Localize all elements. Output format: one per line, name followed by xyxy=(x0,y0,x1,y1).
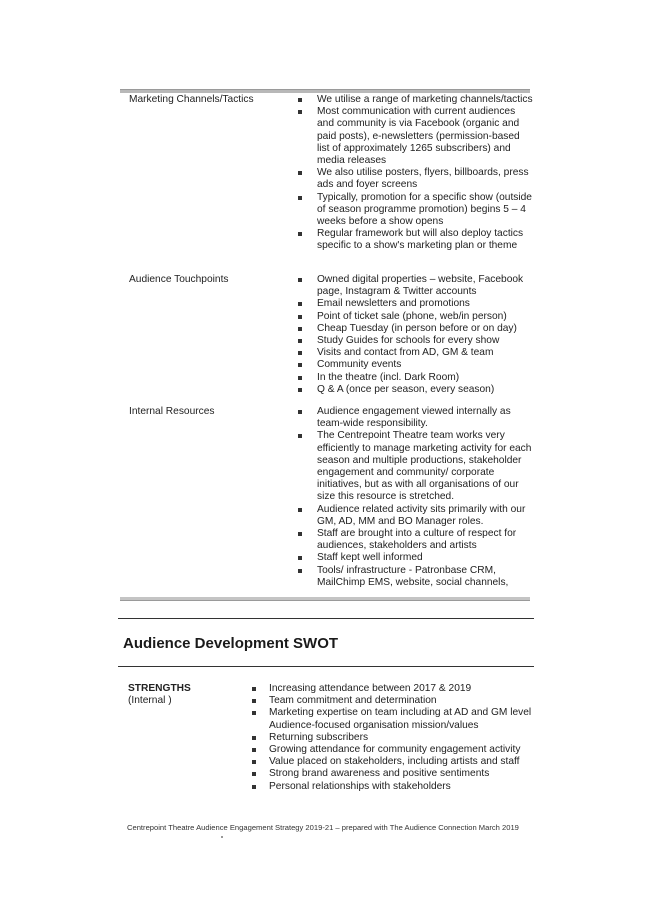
list-item: Study Guides for schools for every show xyxy=(297,335,533,347)
section-heading: Audience Development SWOT xyxy=(123,635,339,652)
list-item: Audience related activity sits primarily with our GM, AD, MM and BO Manager roles. xyxy=(297,504,533,528)
bullet-icon xyxy=(298,532,302,536)
bullet-icon xyxy=(252,699,256,703)
bullet-icon xyxy=(298,569,302,573)
bullet-icon xyxy=(252,772,256,776)
bullet-icon xyxy=(298,98,302,102)
bullet-icon xyxy=(252,760,256,764)
bullet-icon xyxy=(298,315,302,319)
list-item: The Centrepoint Theatre team works very efficiently to manage marketing activity for each season and multiple productions, stakeholder engagement and community/ corporate initiatives, but as with all organisations of our size this resource is stretched. xyxy=(297,430,533,503)
bullet-list xyxy=(297,274,533,396)
list-item: Value placed on stakeholders, including artists and staff xyxy=(251,756,541,768)
bullet-icon xyxy=(298,556,302,560)
bullet-icon xyxy=(252,687,256,691)
bullet-icon xyxy=(298,410,302,414)
list-item: Personal relationships with stakeholders xyxy=(251,781,541,793)
list-item: Point of ticket sale (phone, web/in person) xyxy=(297,311,533,323)
list-item: Team commitment and determination xyxy=(251,695,541,707)
bullet-icon xyxy=(298,388,302,392)
section-divider xyxy=(118,618,534,619)
list-item: Q & A (once per season, every season) xyxy=(297,384,533,396)
bullet-icon xyxy=(298,196,302,200)
bullet-icon xyxy=(298,508,302,512)
list-item: Staff are brought into a culture of respect for audiences, stakeholders and artists xyxy=(297,528,533,552)
bullet-icon xyxy=(298,302,302,306)
section-divider xyxy=(118,666,534,667)
list-item: Returning subscribers xyxy=(251,732,541,744)
list-item: In the theatre (incl. Dark Room) xyxy=(297,372,533,384)
row-label-audience-touchpoints: Audience Touchpoints xyxy=(129,274,229,285)
bullet-list xyxy=(297,94,533,253)
list-item: Owned digital properties – website, Facebook page, Instagram & Twitter accounts xyxy=(297,274,533,298)
table-top-rule xyxy=(120,89,530,93)
list-item: Visits and contact from AD, GM & team xyxy=(297,347,533,359)
list-item: Audience engagement viewed internally as team-wide responsibility. xyxy=(297,406,533,430)
bullet-icon xyxy=(298,339,302,343)
bullet-icon xyxy=(252,785,256,789)
bullet-icon xyxy=(298,278,302,282)
scan-speck xyxy=(221,836,223,838)
strengths-list xyxy=(251,683,541,793)
list-item: Tools/ infrastructure - Patronbase CRM, MailChimp EMS, website, social channels, xyxy=(297,565,533,589)
table-bottom-rule xyxy=(120,597,530,601)
list-item: Cheap Tuesday (in person before or on day) xyxy=(297,323,533,335)
bullet-icon xyxy=(298,232,302,236)
bullet-icon xyxy=(298,363,302,367)
strengths-subheading: (Internal ) xyxy=(128,695,172,707)
list-item: Strong brand awareness and positive sentiments xyxy=(251,768,541,780)
list-item: Increasing attendance between 2017 & 2019 xyxy=(251,683,541,695)
page-footer: Centrepoint Theatre Audience Engagement Strategy 2019-21 – prepared with The Audience Connection March 2019 xyxy=(127,823,519,832)
bullet-icon xyxy=(298,351,302,355)
bullet-icon xyxy=(298,171,302,175)
bullet-icon xyxy=(298,434,302,438)
list-item: We utilise a range of marketing channels/tactics xyxy=(297,94,533,106)
list-item: Regular framework but will also deploy tactics specific to a show's marketing plan or theme xyxy=(297,228,533,252)
bullet-list xyxy=(297,406,533,589)
strengths-heading: STRENGTHS xyxy=(128,683,191,694)
list-item: Most communication with current audiences and community is via Facebook (organic and paid posts), e-newsletters (permission-based list of approximately 1265 subscribers) and media releases xyxy=(297,106,533,167)
row-label-internal-resources: Internal Resources xyxy=(129,406,215,417)
bullet-icon xyxy=(298,327,302,331)
list-item: Community events xyxy=(297,359,533,371)
list-item: Marketing expertise on team including at AD and GM level xyxy=(251,707,541,719)
bullet-icon xyxy=(298,110,302,114)
bullet-icon xyxy=(252,711,256,715)
strengths-label xyxy=(128,683,191,707)
row-label-marketing-channels: Marketing Channels/Tactics xyxy=(129,94,254,105)
bullet-icon xyxy=(252,748,256,752)
list-item: Audience-focused organisation mission/values xyxy=(269,719,479,731)
list-item: Staff kept well informed xyxy=(297,552,533,564)
bullet-icon xyxy=(252,736,256,740)
list-item: We also utilise posters, flyers, billboards, press ads and foyer screens xyxy=(297,167,533,191)
list-item: Typically, promotion for a specific show (outside of season programme promotion) begins 5 – 4 weeks before a show opens xyxy=(297,192,533,229)
list-item: Growing attendance for community engagement activity xyxy=(251,744,541,756)
list-item: Email newsletters and promotions xyxy=(297,298,533,310)
bullet-icon xyxy=(298,376,302,380)
